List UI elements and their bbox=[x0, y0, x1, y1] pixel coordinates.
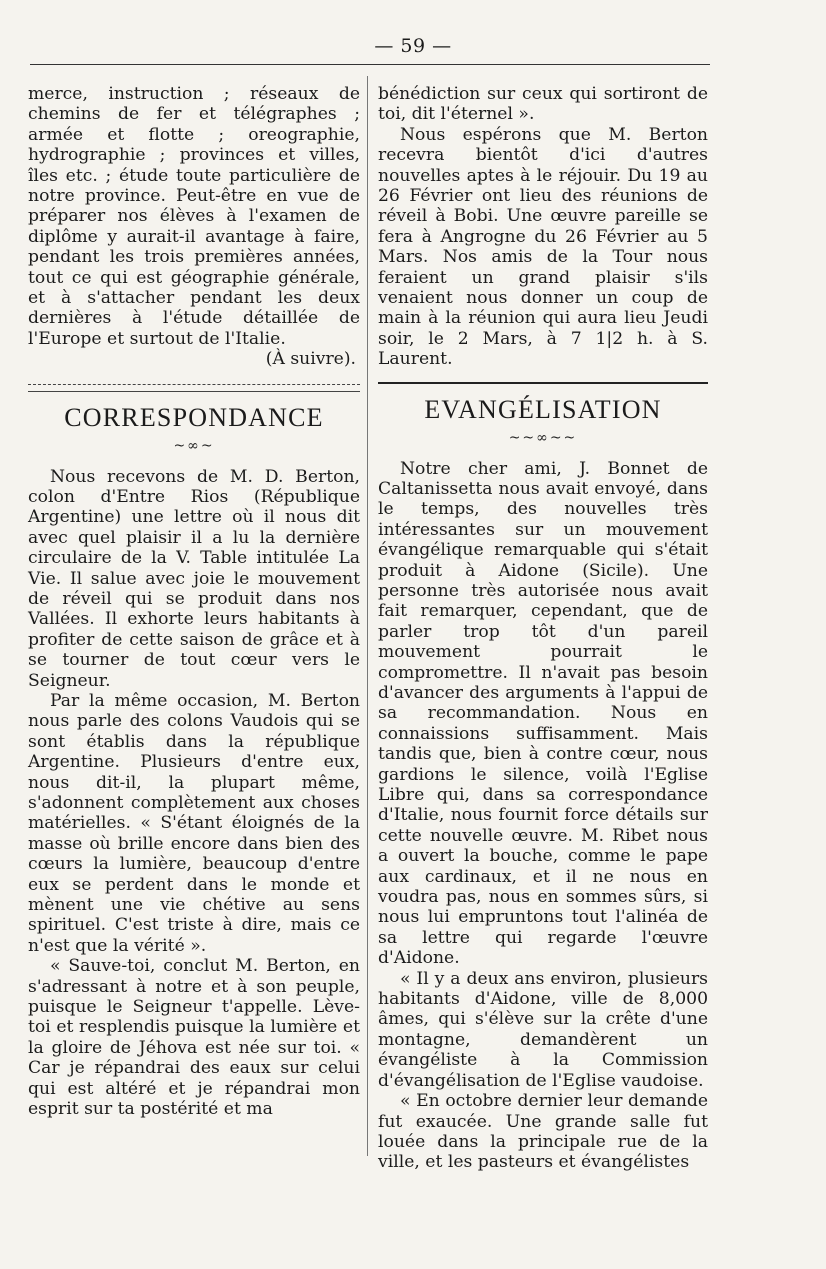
left-paragraph-4: « Sauve-toi, conclut M. Berton, en s'adressant à notre et à son peuple, puisque le Seigneur t'appelle. Lève-toi et resplendis puisque la lumière et la gloire de Jéhova est née sur toi. « Car je répandrai des eaux sur celui qui est altéré et je répandrai mon esprit sur ta postérité et ma bbox=[28, 956, 360, 1120]
right-paragraph-5: « En octobre dernier leur demande fut exaucée. Une grande salle fut louée dans la principale rue de la ville, et les pasteurs et évangélistes bbox=[378, 1091, 708, 1173]
left-paragraph-2: Nous recevons de M. D. Berton, colon d'Entre Rios (République Argentine) une lettre où il nous dit avec quel plaisir il a lu la dernière circulaire de la V. Table intitulée La Vie. Il salue avec joie le mouvement de réveil qui se produit dans nos Vallées. Il exhorte leurs habitants à profiter de cette saison de grâce et à se tourner de tout cœur vers le Seigneur. bbox=[28, 466, 360, 691]
right-paragraph-2: Nous espérons que M. Berton recevra bientôt d'ici d'autres nouvelles aptes à le réjouir. Du 19 au 26 Février ont lieu des réunions de réveil à Bobi. Une œuvre pareille se fera à Angrogne du 26 Février au 5 Mars. Nos amis de la Tour nous feraient un grand plaisir s'ils venaient nous donner un coup de main à la réunion qui aura lieu Jeudi soir, le 2 Mars, à 7 1|2 h. à S. Laurent. bbox=[378, 124, 708, 370]
page-number: — 59 — bbox=[374, 35, 452, 57]
right-column bbox=[378, 84, 708, 1173]
section-heading-evangelisation: EVANGÉLISATION bbox=[424, 394, 662, 424]
right-paragraph-3: Notre cher ami, J. Bonnet de Caltanissetta nous avait envoyé, dans le temps, des nouvelles très intéressantes sur un mouvement évangélique remarquable qui s'était produit à Aidone (Sicile). Une personne très autorisée nous avait fait remarquer, cependant, que de parler trop tôt d'un pareil mouvement pourrait le compromettre. Il n'avait pas besoin d'avancer des arguments à l'appui de sa recommandation. Nous en connaissions suffisamment. Mais tandis que, bien à contre cœur, nous gardions le silence, voilà l'Eglise Libre qui, dans sa correspondance d'Italie, nous fournit force détails sur cette nouvelle œuvre. M. Ribet nous a ouvert la bouche, comme le pape aux cardinaux, et il ne nous en voudra pas, nous en sommes sûrs, si nous lui empruntons tout l'alinéa de sa lettre qui regarde l'œuvre d'Aidone. bbox=[378, 458, 708, 969]
left-paragraph-1: merce, instruction ; réseaux de chemins de fer et télégraphes ; armée et flotte ; oreographie, hydrographie ; provinces et villes, îles etc. ; étude toute particulière de notre province. Peut-être en vue de préparer nos élèves à l'examen de diplôme y aurait-il avantage à faire, pendant les trois premières années, tout ce qui est géographie générale, et à s'attacher pendant les deux dernières à l'étude détaillée de l'Europe et surtout de l'Italie. bbox=[28, 84, 360, 349]
right-paragraph-1: bénédiction sur ceux qui sortiront de toi, dit l'éternel ». bbox=[378, 84, 708, 125]
left-column bbox=[28, 84, 360, 1120]
section-rule bbox=[378, 382, 708, 384]
header-rule bbox=[30, 64, 710, 65]
column-divider bbox=[367, 76, 368, 1156]
ornamental-rule bbox=[28, 384, 360, 392]
flourish-ornament: ~∞~ bbox=[173, 438, 215, 455]
section-heading-correspondance: CORRESPONDANCE bbox=[64, 402, 324, 432]
to-be-continued: (À suivre). bbox=[265, 349, 356, 370]
right-paragraph-4: « Il y a deux ans environ, plusieurs habitants d'Aidone, ville de 8,000 âmes, qui s'élève sur la crête d'une montagne, demandèrent un évangéliste à la Commission d'évangélisation de l'Eglise vaudoise. bbox=[378, 968, 708, 1091]
flourish-ornament: ~~∞~~ bbox=[508, 430, 578, 447]
left-paragraph-3: Par la même occasion, M. Berton nous parle des colons Vaudois qui se sont établis dans la république Argentine. Plusieurs d'entre eux, nous dit-il, la plupart même, s'adonnent complètement aux choses matérielles. « S'étant éloignés de la masse où brille encore dans bien des cœurs la lumière, beaucoup d'entre eux se perdent dans le monde et mènent une vie chétive au sens spirituel. C'est triste à dire, mais ce n'est que la vérité ». bbox=[28, 690, 360, 956]
